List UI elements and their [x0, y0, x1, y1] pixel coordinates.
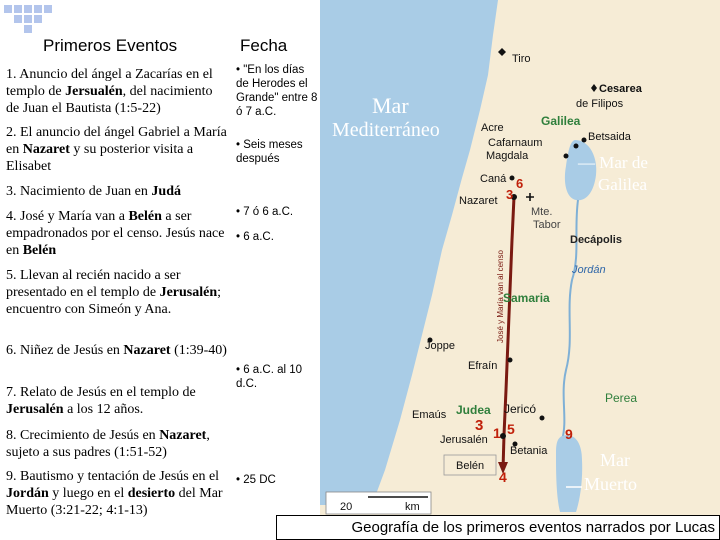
event-8: [6, 427, 228, 461]
place-cana: Caná: [480, 173, 507, 185]
efrain-marker: [508, 358, 513, 363]
date-1: • "En los días de Herodes el Grande" entre 8 ó 7 a.C.: [236, 64, 318, 118]
label-mar-muerto-1: Mar: [600, 450, 630, 470]
place-betania: Betania: [510, 445, 548, 457]
place-efrain: Efraín: [468, 360, 498, 372]
place-emaus: Emaús: [412, 409, 447, 421]
place-betsaida: Betsaida: [588, 131, 631, 143]
event-4: [6, 208, 228, 259]
event-text: 3. Nacimiento de Juan en: [6, 184, 152, 199]
place-joppe: Joppe: [425, 340, 455, 352]
date-4: • 7 ó 6 a.C.: [236, 206, 294, 218]
event-place-name: Jordán: [6, 486, 49, 501]
event-place-name: Belén: [128, 209, 162, 224]
event-text: a ser empadronados por el censo. Jesús nace en: [6, 209, 225, 258]
dead-sea: [556, 435, 582, 512]
marker-4: 4: [499, 469, 507, 485]
event-5: [6, 267, 228, 318]
marker-5: 5: [507, 421, 515, 437]
event-text: 5. Llevan al recién nacido a ser presentado en el templo de: [6, 268, 181, 300]
label-galilea-sea: Galilea: [598, 175, 648, 194]
place-magdala: Magdala: [486, 150, 529, 162]
place-cesarea: Cesarea: [599, 83, 642, 95]
jerusalen-marker: [500, 433, 506, 439]
event-7: [6, 384, 228, 418]
scale-20: 20: [340, 501, 353, 513]
event-place-name: Jersualén: [65, 84, 123, 99]
place-jerusalen: Jerusalén: [440, 434, 488, 446]
date-4b: • 6 a.C.: [236, 231, 274, 243]
event-text: 4. José y María van a: [6, 209, 129, 224]
marker-9: 9: [565, 426, 573, 442]
event-place-name: Judá: [151, 184, 181, 199]
map-caption: Geografía de los primeros eventos narrados por Lucas: [276, 515, 720, 540]
event-text: 8. Crecimiento de Jesús en: [6, 428, 160, 443]
date-2: • Seis meses después: [236, 139, 303, 165]
event-text: 2. El anuncio del ángel Gabriel a María en: [6, 125, 227, 157]
event-text: a los 12 años.: [63, 402, 144, 417]
cafarnaum-marker: [574, 144, 579, 149]
event-text: 9. Bautismo y tentación de Jesús en el: [6, 469, 220, 484]
event-place-name: Nazaret: [123, 343, 171, 358]
region-judea: Judea: [456, 403, 491, 417]
event-place-name: desierto: [127, 486, 176, 501]
label-mar-muerto-2: Muerto: [584, 474, 637, 494]
event-text: ; encuentro con Simeón y Ana.: [6, 285, 222, 317]
place-tiro: Tiro: [512, 53, 531, 65]
event-text: del Mar Muerto (3:21-22; 4:1-13): [6, 486, 223, 518]
event-text: y su posterior visita a Elisabet: [6, 142, 194, 174]
event-text: 1. Anuncio del ángel a Zacarías en el templo de: [6, 67, 213, 99]
event-text: , del nacimiento de Juan el Bautista (1:5-22): [6, 84, 213, 116]
label-mar-de: — Mar de: [578, 153, 648, 172]
cana-marker: [510, 176, 515, 181]
event-text: y luego en el: [48, 486, 128, 501]
event-place-name: Nazaret: [159, 428, 207, 443]
marker-3b: 3: [475, 417, 484, 434]
marker-1: 1: [493, 425, 501, 441]
region-tabor: Tabor: [533, 219, 561, 231]
region-galilea: Galilea: [541, 114, 581, 128]
place-cafarnaum: Cafarnaum: [488, 137, 543, 149]
region-mte: Mte.: [531, 206, 553, 218]
corner-decoration: [0, 0, 60, 40]
region-jordan: Jordán: [572, 264, 606, 276]
scale-unit: km: [405, 501, 420, 513]
region-decapolis: Decápolis: [570, 234, 622, 246]
date-9: • 25 DC: [236, 474, 276, 486]
route-label: José y María van al censo: [496, 250, 505, 343]
event-1: [6, 66, 228, 117]
place-nazaret: Nazaret: [459, 195, 498, 207]
event-place-name: Nazaret: [22, 142, 70, 157]
event-9: [6, 468, 228, 519]
event-place-name: Belén: [22, 243, 57, 258]
marker-3a: 3: [506, 187, 514, 202]
map: [320, 0, 720, 540]
jerico-marker: [540, 416, 545, 421]
label-mediterraneo: Mediterráneo: [332, 119, 440, 141]
place-belen: Belén: [456, 460, 485, 472]
place-acre: Acre: [481, 122, 504, 134]
event-place-name: Jerusalén: [159, 285, 218, 300]
place-filipos: de Filipos: [576, 98, 624, 110]
events-header: Primeros Eventos: [43, 36, 178, 55]
event-place-name: Jerusalén: [6, 402, 64, 417]
region-samaria: Samaria: [503, 291, 550, 305]
place-jerico: Jericó: [504, 402, 537, 416]
event-3: [6, 183, 228, 200]
event-text: 6. Niñez de Jesús en: [6, 343, 124, 358]
label-mar: Mar: [372, 93, 409, 118]
event-text: , sujeto a sus padres (1:51-52): [6, 428, 210, 460]
event-6: [6, 342, 228, 359]
date-6: • 6 a.C. al 10 d.C.: [236, 364, 303, 390]
event-text: 7. Relato de Jesús en el templo de: [6, 385, 196, 400]
region-perea: Perea: [605, 391, 638, 405]
betsaida-marker: [582, 138, 587, 143]
date-header: Fecha: [240, 36, 288, 55]
event-text: (1:39-40): [170, 343, 227, 358]
event-2: [6, 124, 228, 175]
marker-6: 6: [516, 176, 524, 191]
magdala-marker: [564, 154, 569, 159]
